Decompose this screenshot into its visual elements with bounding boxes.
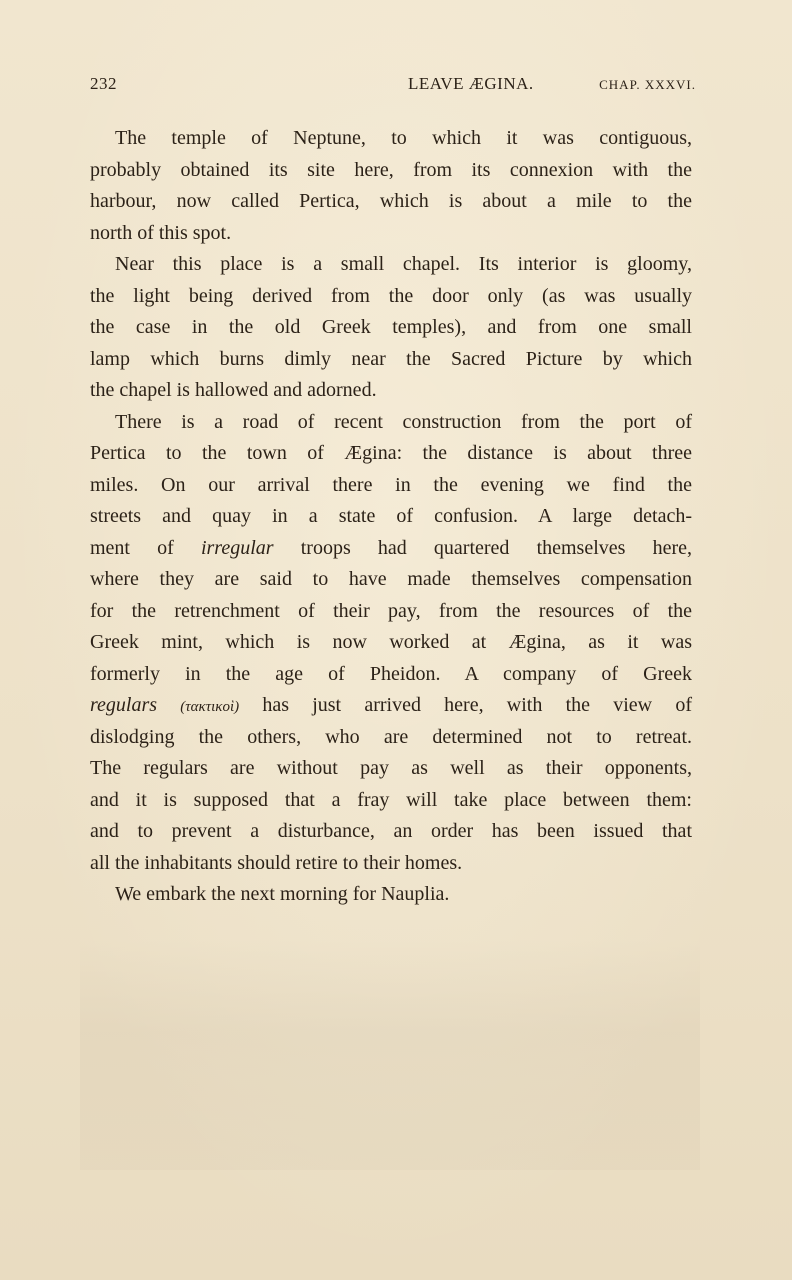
text-line: the chapel is hallowed and adorned. bbox=[90, 379, 377, 401]
text-line: probably obtained its site here, from its connexion with the bbox=[90, 158, 692, 181]
text-line: Pertica to the town of Ægina: the distance is about three bbox=[90, 442, 692, 464]
text-line: harbour, now called Pertica, which is about a mile to the bbox=[90, 190, 692, 212]
text-line: north of this spot. bbox=[90, 221, 232, 244]
italic-word: irregular bbox=[200, 536, 274, 559]
greek-word: (τακτικοὶ) bbox=[180, 699, 240, 715]
text-run: troops had quartered themselves here, bbox=[273, 536, 693, 559]
text-line: miles. On our arrival there in the evening we find the bbox=[90, 473, 692, 496]
text-run: has just arrived here, with the view of bbox=[239, 694, 692, 716]
show-through-shadow bbox=[80, 940, 700, 1170]
text-line: streets and quay in a state of confusion. A large detach- bbox=[90, 505, 692, 527]
text-line: formerly in the age of Pheidon. A company of Greek bbox=[90, 662, 692, 685]
text-line: and it is supposed that a fray will take place between them: bbox=[90, 788, 692, 811]
text-line: dislodging the others, who are determined not to retreat. bbox=[90, 725, 692, 748]
text-line: Greek mint, which is now worked at Ægina, as it was bbox=[90, 631, 692, 653]
text-line: lamp which burns dimly near the Sacred Picture by which bbox=[90, 347, 692, 370]
text-line bbox=[90, 690, 692, 722]
text-line: all the inhabitants should retire to their homes. bbox=[90, 851, 463, 874]
text-line: for the retrenchment of their pay, from the resources of the bbox=[90, 599, 692, 622]
text-run: ment of bbox=[90, 536, 201, 559]
text-line: and to prevent a disturbance, an order has been issued that bbox=[90, 820, 692, 842]
page-number: 232 bbox=[90, 74, 117, 93]
text-line: We embark the next morning for Nauplia. bbox=[115, 883, 450, 905]
chapter-title: LEAVE ÆGINA. bbox=[408, 74, 534, 93]
text-line: the light being derived from the door only (as was usually bbox=[90, 284, 692, 307]
text-line: The regulars are without pay as well as their opponents, bbox=[90, 757, 692, 779]
text-line: where they are said to have made themselves compensation bbox=[90, 568, 692, 590]
body-text bbox=[90, 123, 692, 911]
text-line: the case in the old Greek temples), and from one small bbox=[90, 316, 692, 338]
running-head bbox=[90, 74, 696, 98]
text-line: There is a road of recent construction from the port of bbox=[115, 410, 692, 433]
text-line: Near this place is a small chapel. Its interior is gloomy, bbox=[115, 253, 692, 275]
text-line: The temple of Neptune, to which it was contiguous, bbox=[115, 127, 692, 149]
text-line bbox=[90, 533, 692, 565]
chapter-reference: CHAP. XXXVI. bbox=[599, 77, 696, 92]
italic-word: regulars bbox=[90, 694, 158, 716]
